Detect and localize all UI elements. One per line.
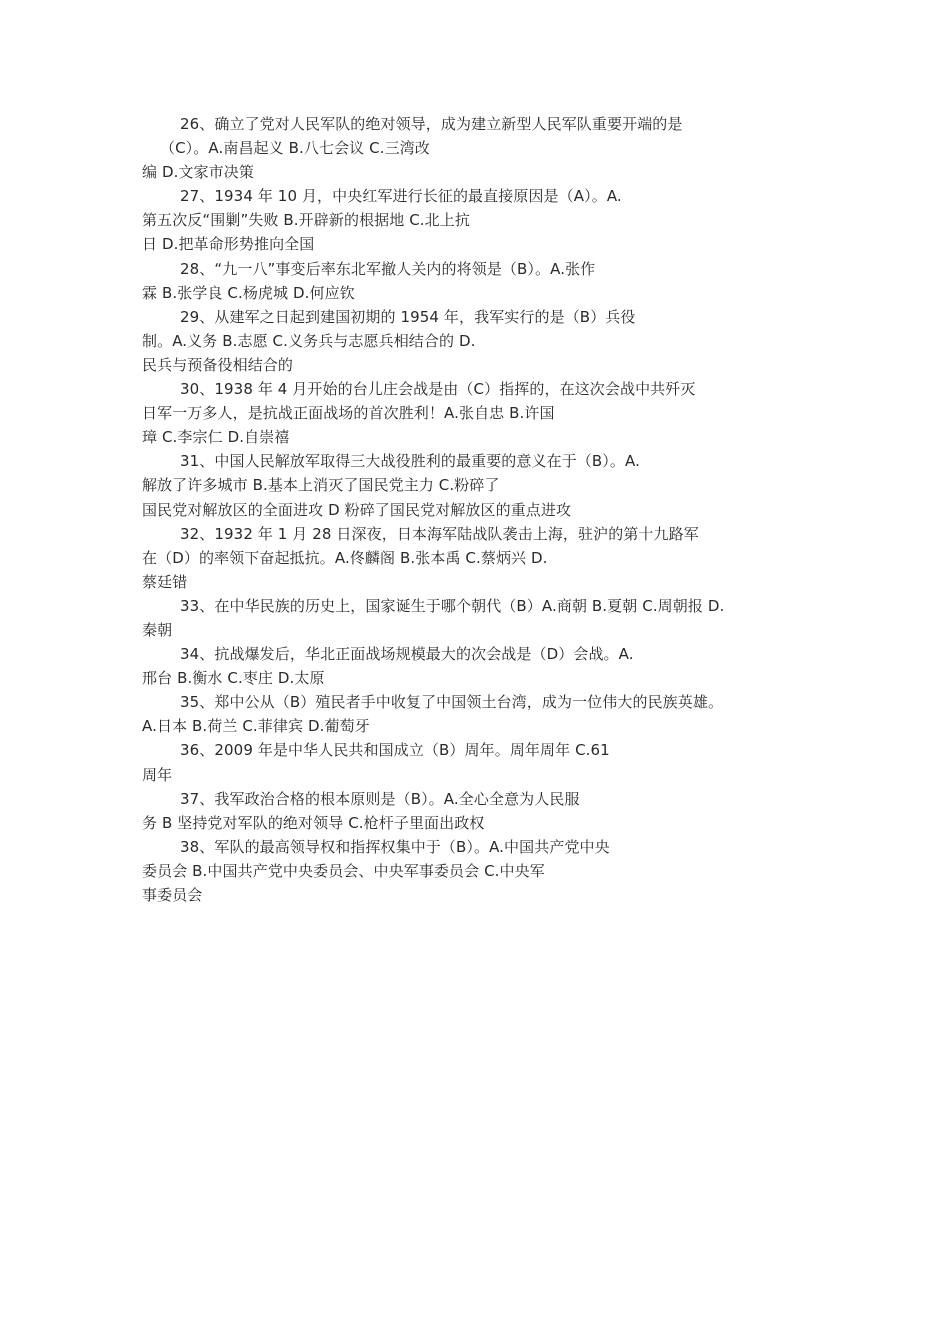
text-line: 璋 C.李宗仁 D.自崇禧 [142, 428, 290, 447]
text-line: 33、在中华民族的历史上，国家诞生于哪个朝代（B）A.商朝 B.夏朝 C.周朝报 D. [180, 596, 725, 615]
text-line: 32、1932 年 1 月 28 日深夜，日本海军陆战队袭击上海，驻沪的第十九路军 [180, 524, 699, 543]
text-line: 日军一万多人，是抗战正面战场的首次胜利！A.张自忠 B.许国 [142, 404, 555, 423]
text-line: 邢台 B.衡水 C.枣庄 D.太原 [142, 669, 325, 688]
text-line: 在（D）的率领下奋起抵抗。A.佟麟阁 B.张本禹 C.蔡炳兴 D. [142, 548, 548, 567]
question-text-block [142, 112, 832, 907]
text-line: 蔡廷错 [142, 572, 188, 591]
text-line: 35、郑中公从（B）殖民者手中收复了中国领土台湾，成为一位伟大的民族英雄。 [180, 693, 724, 712]
text-line: 日 D.把革命形势推向全国 [142, 235, 315, 254]
text-line: 31、中国人民解放军取得三大战役胜利的最重要的意义在于（B）。A. [180, 452, 640, 471]
text-line: 务 B 坚持党对军队的绝对领导 C.枪杆子里面出政权 [142, 813, 485, 832]
text-line: 秦朝 [142, 620, 173, 639]
text-line: 编 D.文家市决策 [142, 163, 254, 182]
text-line: 解放了许多城市 B.基本上消灭了国民党主力 C.粉碎了 [142, 476, 500, 495]
text-line: 周年 [142, 765, 173, 784]
text-line: 30、1938 年 4 月开始的台儿庄会战是由（C）指挥的，在这次会战中共歼灭 [180, 380, 696, 399]
text-line: 26、确立了党对人民军队的绝对领导，成为建立新型人民军队重要开端的是 [180, 115, 683, 133]
text-line: 国民党对解放区的全面进攻 D 粉碎了国民党对解放区的重点进攻 [142, 500, 572, 519]
text-line: 38、军队的最高领导权和指挥权集中于（B）。A.中国共产党中央 [180, 837, 610, 856]
text-line: 36、2009 年是中华人民共和国成立（B）周年。周年周年 C.61 [180, 741, 610, 760]
text-line: 27、1934 年 10 月，中央红军进行长征的最直接原因是（A）。A. [180, 187, 622, 206]
text-line: 委员会 B.中国共产党中央委员会、中央军事委员会 C.中央军 [142, 861, 545, 880]
text-line: （C）。A.南昌起义 B.八七会议 C.三湾改 [160, 139, 430, 158]
text-line: 29、从建军之日起到建国初期的 1954 年，我军实行的是（B）兵役 [180, 307, 636, 326]
text-line: 制。A.义务 B.志愿 C.义务兵与志愿兵相结合的 D. [142, 331, 476, 350]
text-line: A.日本 B.荷兰 C.菲律宾 D.葡萄牙 [142, 717, 370, 736]
text-line: 事委员会 [142, 886, 203, 904]
text-line: 霖 B.张学良 C.杨虎城 D.何应钦 [142, 283, 355, 302]
text-line: 第五次反“围剿”失败 B.开辟新的根据地 C.北上抗 [142, 211, 470, 230]
text-line: 34、抗战爆发后，华北正面战场规模最大的次会战是（D）会战。A. [180, 645, 634, 664]
text-line: 37、我军政治合格的根本原则是（B）。A.全心全意为人民服 [180, 789, 580, 808]
text-line: 28、“九一八”事变后率东北军撤人关内的将领是（B）。A.张作 [180, 259, 596, 278]
text-line: 民兵与预备役相结合的 [142, 355, 294, 374]
